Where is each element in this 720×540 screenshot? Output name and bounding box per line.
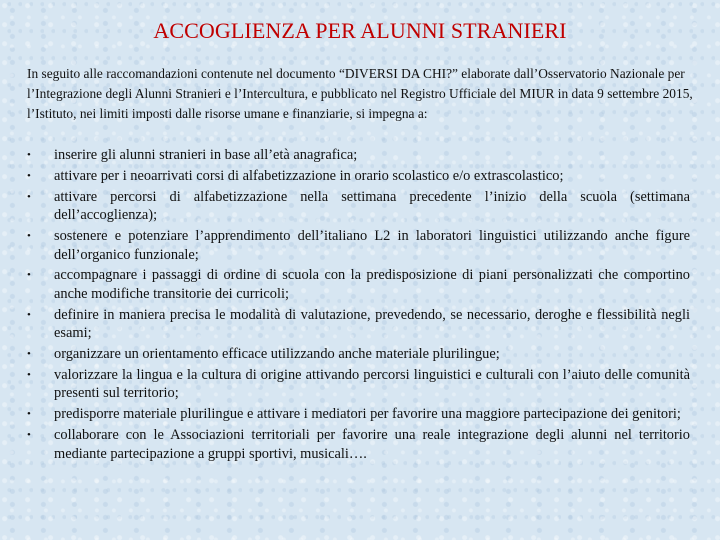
list-item-text: inserire gli alunni stranieri in base all’età anagrafica; xyxy=(54,147,358,163)
bullet-icon: • xyxy=(27,308,31,321)
list-item-text: attivare per i neoarrivati corsi di alfabetizzazione in orario scolastico e/o extrascolastico; xyxy=(54,167,564,184)
bullet-icon: • xyxy=(27,408,31,421)
bullet-icon: • xyxy=(27,269,31,282)
list-item xyxy=(27,146,690,165)
list-item-text: definire in maniera precisa le modalità di valutazione, prevedendo, se necessario, deroghe e flessibilità negli esami; xyxy=(54,306,690,342)
list-item-text: valorizzare la lingua e la cultura di origine attivando percorsi linguistici e culturali con l’aiuto delle comunità presenti sul territorio; xyxy=(54,366,690,402)
list-item xyxy=(27,426,690,463)
list-item-text: collaborare con le Associazioni territoriali per favorire una reale integrazione degli alunni nel territorio mediante partecipazione a gruppi sportivi, musicali…. xyxy=(54,427,690,462)
list-item xyxy=(27,188,690,225)
bullet-icon: • xyxy=(27,429,31,441)
list-item-text: predisporre materiale plurilingue e attivare i mediatori per favorire una maggiore partecipazione dei genitori; xyxy=(54,406,681,423)
bullet-icon: • xyxy=(27,190,31,203)
list-item-text: organizzare un orientamento efficace utilizzando anche materiale plurilingue; xyxy=(54,346,500,363)
bullet-icon: • xyxy=(27,368,31,381)
list-item xyxy=(27,227,690,264)
list-item xyxy=(27,405,690,424)
commitments-list xyxy=(27,146,690,465)
list-item-text: sostenere e potenziare l’apprendimento dell’italiano L2 in laboratori linguistici utilizzando anche figure dell’organico funzionale; xyxy=(54,227,690,263)
list-item xyxy=(27,167,690,186)
bullet-icon: • xyxy=(27,149,31,161)
bullet-icon: • xyxy=(27,229,31,242)
bullet-icon: • xyxy=(27,169,31,182)
slide-title: ACCOGLIENZA PER ALUNNI STRANIERI xyxy=(153,18,567,43)
list-item xyxy=(27,266,690,303)
bullet-icon: • xyxy=(27,348,31,361)
intro-paragraph: In seguito alle raccomandazioni contenute nel documento “DIVERSI DA CHI?” elaborate dall’Osservatorio Nazionale per l’Integrazione degli Alunni Stranieri e l’Intercultura, e pubblicato nel Registro Ufficiale del MIUR in data 9 settembre 2015, l’Istituto, nei limiti imposti dalle risorse umane e finanziarie, si impegna a: xyxy=(27,66,693,121)
list-item xyxy=(27,345,690,364)
list-item-text: attivare percorsi di alfabetizzazione nella settimana precedente l’inizio della scuola (settimana dell’accoglienza); xyxy=(54,188,690,224)
list-item xyxy=(27,366,690,403)
list-item xyxy=(27,306,690,343)
list-item-text: accompagnare i passaggi di ordine di scuola con la predisposizione di piani personalizzati che comportino anche modifiche transitorie dei curricoli; xyxy=(54,267,690,302)
